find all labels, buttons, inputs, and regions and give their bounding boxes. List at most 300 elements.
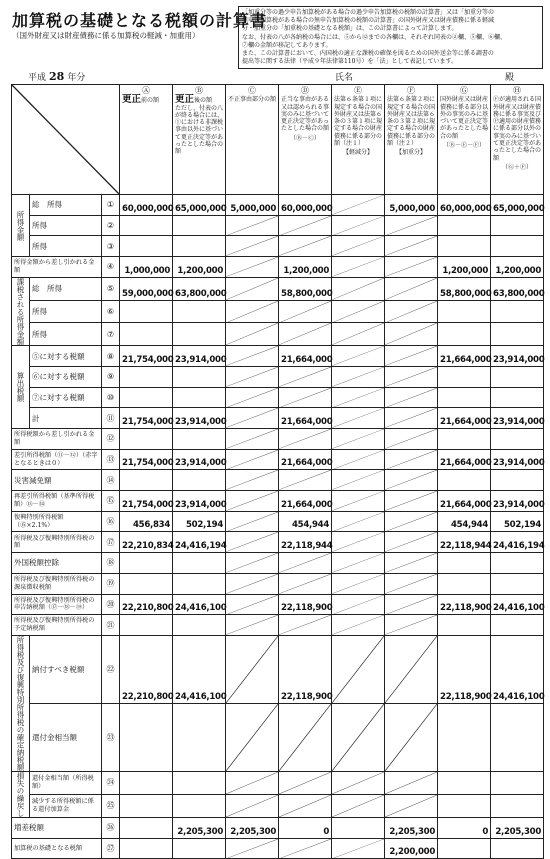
amount-cell[interactable]	[226, 346, 279, 367]
table-row	[12, 408, 544, 429]
diagonal-line	[226, 367, 278, 387]
row-number: ⑭	[102, 470, 120, 491]
amount-cell[interactable]	[226, 215, 279, 236]
amount-cell[interactable]	[385, 635, 438, 703]
row-number: ⑮	[102, 491, 120, 512]
table-row	[12, 429, 544, 450]
section-label: 所得金額	[12, 195, 30, 257]
amount-cell[interactable]: 24,416,194	[173, 532, 226, 553]
amount-cell[interactable]	[279, 236, 332, 257]
diagonal-line	[279, 839, 331, 859]
amount-cell[interactable]: 21,664,000	[438, 491, 491, 512]
amount-cell[interactable]	[226, 257, 279, 278]
diagonal-line	[226, 574, 278, 594]
amount-cell[interactable]	[173, 215, 226, 236]
diagonal-line	[332, 491, 384, 511]
amount-cell[interactable]	[385, 449, 438, 470]
column-formula: （Ⓖ＋Ⓕ）	[502, 163, 533, 171]
column-header	[491, 85, 544, 195]
amount-cell[interactable]: 22,118,900	[438, 635, 491, 703]
amount-cell[interactable]	[226, 300, 279, 323]
amount-cell[interactable]	[385, 215, 438, 236]
amount-cell[interactable]	[385, 470, 438, 491]
diagonal-line	[332, 236, 384, 256]
amount-cell[interactable]	[279, 429, 332, 450]
year-value[interactable]: 28	[49, 70, 65, 83]
amount-cell[interactable]	[226, 771, 279, 794]
row-number: ㉒	[102, 635, 120, 703]
amount-cell[interactable]	[120, 703, 173, 771]
amount-cell[interactable]	[385, 794, 438, 817]
table-row	[12, 277, 544, 300]
amount-cell[interactable]	[491, 703, 544, 771]
amount-cell[interactable]	[173, 553, 226, 574]
amount-cell[interactable]	[120, 573, 173, 594]
amount-cell[interactable]	[226, 511, 279, 532]
amount-cell[interactable]: 502,194	[491, 511, 544, 532]
diagonal-line	[385, 429, 437, 449]
amount-cell[interactable]	[491, 470, 544, 491]
amount-cell[interactable]	[173, 429, 226, 450]
amount-cell[interactable]	[226, 366, 279, 387]
amount-cell[interactable]	[332, 366, 385, 387]
amount-cell[interactable]	[491, 838, 544, 859]
amount-cell[interactable]: 21,664,000	[438, 408, 491, 429]
column-desc: 正当な事由がある又は認められる事実のみに基づいて更正決定等があったとした場合の額	[281, 96, 330, 133]
amount-cell[interactable]	[332, 615, 385, 636]
row-number: ④	[102, 257, 120, 278]
amount-cell[interactable]	[332, 573, 385, 594]
column-header	[332, 85, 385, 195]
amount-cell[interactable]	[173, 470, 226, 491]
amount-cell[interactable]	[385, 615, 438, 636]
amount-cell[interactable]	[226, 594, 279, 615]
amount-cell[interactable]	[226, 429, 279, 450]
amount-cell[interactable]	[385, 277, 438, 300]
amount-cell[interactable]	[438, 429, 491, 450]
amount-cell[interactable]	[226, 323, 279, 346]
amount-cell[interactable]	[120, 323, 173, 346]
amount-cell[interactable]	[491, 387, 544, 408]
amount-cell[interactable]	[173, 300, 226, 323]
amount-cell[interactable]: 22,210,800	[120, 594, 173, 615]
amount-cell[interactable]	[226, 532, 279, 553]
amount-cell[interactable]	[120, 300, 173, 323]
amount-cell[interactable]	[120, 387, 173, 408]
table-row	[12, 366, 544, 387]
diagonal-line	[226, 491, 278, 511]
diagonal-line	[332, 470, 384, 490]
amount-cell[interactable]	[491, 615, 544, 636]
amount-cell[interactable]	[226, 449, 279, 470]
diagonal-line	[385, 278, 437, 300]
amount-cell[interactable]: 22,118,944	[279, 532, 332, 553]
diagonal-line	[226, 301, 278, 323]
amount-cell[interactable]	[226, 387, 279, 408]
year-prefix: 平成	[28, 73, 47, 83]
amount-cell[interactable]: 58,800,000	[279, 277, 332, 300]
column-mark: Ⓐ	[142, 86, 151, 95]
diagonal-line	[279, 772, 331, 794]
amount-cell[interactable]	[173, 615, 226, 636]
amount-cell[interactable]	[385, 511, 438, 532]
amount-cell[interactable]: 5,000,000	[385, 195, 438, 216]
diagonal-line	[226, 257, 278, 277]
amount-cell[interactable]	[385, 532, 438, 553]
amount-cell[interactable]	[491, 573, 544, 594]
amount-cell[interactable]: 21,664,000	[438, 449, 491, 470]
amount-cell[interactable]	[491, 366, 544, 387]
amount-cell[interactable]: 22,210,834	[120, 532, 173, 553]
diagonal-line	[332, 450, 384, 470]
amount-cell[interactable]	[279, 838, 332, 859]
row-label: 所得	[30, 300, 102, 323]
amount-cell[interactable]: 454,944	[438, 511, 491, 532]
amount-cell[interactable]	[332, 794, 385, 817]
page-subtitle: （国外財産又は財産債務に係る加算税の軽減・加重用）	[12, 31, 200, 40]
amount-cell[interactable]: 21,664,000	[438, 346, 491, 367]
amount-cell[interactable]: 456,834	[120, 511, 173, 532]
amount-cell[interactable]	[279, 323, 332, 346]
amount-cell[interactable]	[385, 408, 438, 429]
amount-cell[interactable]: 21,664,000	[279, 491, 332, 512]
honorific: 殿	[505, 73, 515, 83]
column-formula: （Ⓑ－Ⓒ）	[290, 134, 321, 142]
amount-cell[interactable]	[438, 215, 491, 236]
amount-cell[interactable]	[385, 366, 438, 387]
diagonal-line	[279, 323, 331, 345]
amount-cell[interactable]: 2,205,300	[491, 817, 544, 838]
diagonal-line	[226, 216, 278, 236]
amount-cell[interactable]	[332, 838, 385, 859]
amount-cell[interactable]	[173, 794, 226, 817]
amount-cell[interactable]	[279, 794, 332, 817]
amount-cell[interactable]: 5,000,000	[226, 195, 279, 216]
amount-cell[interactable]	[332, 470, 385, 491]
amount-cell[interactable]	[173, 366, 226, 387]
amount-cell[interactable]	[438, 838, 491, 859]
diagonal-line	[385, 512, 437, 532]
amount-cell[interactable]: 21,754,000	[120, 346, 173, 367]
row-number: ⑪	[102, 408, 120, 429]
amount-cell[interactable]	[491, 236, 544, 257]
amount-cell[interactable]	[385, 387, 438, 408]
name-label-text: 氏名	[335, 73, 354, 83]
amount-cell[interactable]	[491, 300, 544, 323]
amount-cell[interactable]	[438, 323, 491, 346]
amount-cell[interactable]	[120, 215, 173, 236]
diagonal-line	[226, 704, 278, 771]
amount-cell[interactable]: 23,914,000	[491, 408, 544, 429]
amount-cell[interactable]: 21,754,000	[120, 449, 173, 470]
amount-cell[interactable]	[226, 470, 279, 491]
amount-cell[interactable]: 22,118,900	[279, 635, 332, 703]
amount-cell[interactable]	[438, 387, 491, 408]
amount-cell[interactable]	[120, 615, 173, 636]
amount-cell[interactable]	[385, 594, 438, 615]
column-head-sub: 後の額	[194, 97, 213, 105]
amount-cell[interactable]	[438, 470, 491, 491]
amount-cell[interactable]	[385, 236, 438, 257]
amount-cell[interactable]: 1,200,000	[438, 257, 491, 278]
amount-cell[interactable]	[226, 794, 279, 817]
amount-cell[interactable]	[491, 323, 544, 346]
amount-cell[interactable]: 22,118,900	[279, 594, 332, 615]
diagonal-line	[385, 553, 437, 573]
amount-cell[interactable]: 1,200,000	[173, 257, 226, 278]
amount-cell[interactable]: 24,416,100	[173, 594, 226, 615]
amount-cell[interactable]	[332, 300, 385, 323]
diagonal-line	[385, 795, 437, 817]
amount-cell[interactable]	[332, 257, 385, 278]
diagonal-line	[226, 615, 278, 635]
amount-cell[interactable]	[279, 470, 332, 491]
amount-cell[interactable]	[385, 573, 438, 594]
table-row	[12, 511, 544, 532]
row-label: 所得税額から差し引かれる金額	[12, 429, 102, 450]
row-number: ⑤	[102, 277, 120, 300]
diagonal-line	[385, 704, 437, 771]
amount-cell[interactable]	[385, 323, 438, 346]
amount-cell[interactable]	[173, 323, 226, 346]
amount-cell[interactable]	[226, 553, 279, 574]
amount-cell[interactable]	[332, 635, 385, 703]
amount-cell[interactable]: 454,944	[279, 511, 332, 532]
note-line: 「加重分等の過少申告加算税がある場合の過少申告加算税の税額の計算書」又は「加重分等の	[242, 9, 495, 16]
amount-cell[interactable]: 60,000,000	[120, 195, 173, 216]
column-desc: 国外財産又は財産債務に係る部分以外の事実のみに基づいて更正決定等があったとした場合の額	[440, 96, 489, 140]
amount-cell[interactable]: 22,118,900	[438, 594, 491, 615]
amount-cell[interactable]: 58,800,000	[438, 277, 491, 300]
note-line: 分・加重分の「加重税の基礎となる税額」は、この計算書によって計算します。	[242, 25, 458, 33]
amount-cell[interactable]	[120, 553, 173, 574]
table-row	[12, 817, 544, 838]
amount-cell[interactable]: 22,210,800	[120, 635, 173, 703]
amount-cell[interactable]	[279, 366, 332, 387]
amount-cell[interactable]	[279, 215, 332, 236]
amount-cell[interactable]	[385, 429, 438, 450]
amount-cell[interactable]	[332, 277, 385, 300]
amount-cell[interactable]	[173, 236, 226, 257]
amount-cell[interactable]	[279, 573, 332, 594]
row-number: ㉓	[102, 703, 120, 771]
column-header	[173, 85, 226, 195]
amount-cell[interactable]	[120, 771, 173, 794]
diagonal-line	[226, 595, 278, 615]
amount-cell[interactable]	[438, 236, 491, 257]
amount-cell[interactable]: 21,754,000	[120, 491, 173, 512]
amount-cell[interactable]: 1,200,000	[491, 257, 544, 278]
row-label: 総 所得	[30, 277, 102, 300]
amount-cell[interactable]	[491, 771, 544, 794]
amount-cell[interactable]	[226, 635, 279, 703]
amount-cell[interactable]	[120, 236, 173, 257]
amount-cell[interactable]: 65,000,000	[491, 195, 544, 216]
amount-cell[interactable]	[279, 553, 332, 574]
amount-cell[interactable]: 21,664,000	[279, 449, 332, 470]
amount-cell[interactable]	[385, 703, 438, 771]
amount-cell[interactable]	[226, 277, 279, 300]
amount-cell[interactable]	[332, 771, 385, 794]
amount-cell[interactable]	[173, 573, 226, 594]
diagonal-line	[279, 553, 331, 573]
amount-cell[interactable]	[173, 771, 226, 794]
amount-cell[interactable]: 23,914,000	[173, 408, 226, 429]
amount-cell[interactable]	[491, 794, 544, 817]
amount-cell[interactable]	[226, 703, 279, 771]
amount-cell[interactable]	[226, 408, 279, 429]
amount-cell[interactable]	[438, 573, 491, 594]
amount-cell[interactable]: 24,416,100	[491, 594, 544, 615]
amount-cell[interactable]	[279, 703, 332, 771]
amount-cell[interactable]	[332, 817, 385, 838]
amount-cell[interactable]	[279, 615, 332, 636]
amount-cell[interactable]	[438, 703, 491, 771]
amount-cell[interactable]: 21,664,000	[279, 346, 332, 367]
amount-cell[interactable]	[120, 794, 173, 817]
amount-cell[interactable]	[332, 511, 385, 532]
amount-cell[interactable]	[332, 387, 385, 408]
amount-cell[interactable]	[120, 838, 173, 859]
amount-cell[interactable]: 2,205,300	[226, 817, 279, 838]
amount-cell[interactable]: 1,200,000	[279, 257, 332, 278]
amount-cell[interactable]: 22,118,944	[438, 532, 491, 553]
amount-cell[interactable]	[332, 594, 385, 615]
amount-cell[interactable]: 21,754,000	[120, 408, 173, 429]
column-header	[279, 85, 332, 195]
amount-cell[interactable]: 60,000,000	[438, 195, 491, 216]
diagonal-line	[332, 512, 384, 532]
amount-cell[interactable]	[173, 387, 226, 408]
column-desc: 不正事由部分の額	[228, 96, 277, 104]
amount-cell[interactable]	[332, 449, 385, 470]
amount-cell[interactable]	[279, 300, 332, 323]
amount-cell[interactable]: 60,000,000	[279, 195, 332, 216]
amount-cell[interactable]	[226, 236, 279, 257]
note-line: ⑦欄の金額が移記してあります。	[242, 41, 332, 49]
diagonal-line	[226, 429, 278, 449]
diagonal-line	[332, 553, 384, 573]
amount-cell[interactable]: 23,914,000	[491, 346, 544, 367]
amount-cell[interactable]: 2,205,300	[173, 817, 226, 838]
amount-cell[interactable]	[332, 408, 385, 429]
row-number: ⑧	[102, 346, 120, 367]
amount-cell[interactable]	[226, 573, 279, 594]
diagonal-line	[279, 236, 331, 256]
amount-cell[interactable]	[120, 366, 173, 387]
diagonal-line	[279, 429, 331, 449]
amount-cell[interactable]: 24,416,100	[173, 635, 226, 703]
diagonal-line	[226, 388, 278, 408]
diagonal-line	[332, 367, 384, 387]
amount-cell[interactable]	[332, 553, 385, 574]
table-row	[12, 470, 544, 491]
diagonal-line	[332, 195, 384, 215]
amount-cell[interactable]: 21,664,000	[279, 408, 332, 429]
amount-cell[interactable]	[385, 257, 438, 278]
amount-cell[interactable]	[332, 323, 385, 346]
amount-cell[interactable]	[226, 615, 279, 636]
amount-cell[interactable]	[491, 429, 544, 450]
amount-cell[interactable]	[385, 346, 438, 367]
amount-cell[interactable]: 59,000,000	[120, 277, 173, 300]
amount-cell[interactable]	[332, 215, 385, 236]
diagonal-line	[332, 615, 384, 635]
amount-cell[interactable]	[226, 491, 279, 512]
amount-cell[interactable]	[332, 236, 385, 257]
diagonal-line	[332, 388, 384, 408]
amount-cell[interactable]	[385, 491, 438, 512]
diagonal-line	[385, 257, 437, 277]
table-row	[12, 594, 544, 615]
amount-cell[interactable]	[491, 553, 544, 574]
amount-cell[interactable]	[438, 300, 491, 323]
amount-cell[interactable]	[120, 429, 173, 450]
amount-cell[interactable]	[226, 838, 279, 859]
amount-cell[interactable]: 23,914,000	[173, 491, 226, 512]
amount-cell[interactable]: 23,914,000	[173, 449, 226, 470]
amount-cell[interactable]	[491, 215, 544, 236]
row-label: 災害減免額	[12, 470, 102, 491]
amount-cell[interactable]	[385, 553, 438, 574]
amount-cell[interactable]: 63,800,000	[491, 277, 544, 300]
amount-cell[interactable]	[385, 771, 438, 794]
amount-cell[interactable]: 24,416,100	[491, 635, 544, 703]
amount-cell[interactable]	[332, 703, 385, 771]
amount-cell[interactable]	[438, 771, 491, 794]
row-label: 差引所得税額（⑪－⑫）（赤字となるときは０）	[12, 449, 102, 470]
column-header	[438, 85, 491, 195]
amount-cell[interactable]: 24,416,194	[491, 532, 544, 553]
amount-cell[interactable]: 2,200,000	[385, 838, 438, 859]
amount-cell[interactable]	[332, 429, 385, 450]
amount-cell[interactable]: 1,000,000	[120, 257, 173, 278]
amount-cell[interactable]: 23,914,000	[491, 491, 544, 512]
amount-cell[interactable]: 0	[279, 817, 332, 838]
amount-cell[interactable]	[279, 771, 332, 794]
amount-cell[interactable]	[332, 346, 385, 367]
amount-cell[interactable]	[438, 615, 491, 636]
amount-cell[interactable]: 23,914,000	[491, 449, 544, 470]
amount-cell[interactable]	[438, 794, 491, 817]
amount-cell[interactable]	[279, 387, 332, 408]
diagonal-line	[226, 323, 278, 345]
amount-cell[interactable]: 65,000,000	[173, 195, 226, 216]
amount-cell[interactable]: 63,800,000	[173, 277, 226, 300]
amount-cell[interactable]	[120, 470, 173, 491]
amount-cell[interactable]	[438, 553, 491, 574]
amount-cell[interactable]	[332, 195, 385, 216]
diagonal-line	[332, 839, 384, 859]
amount-cell[interactable]	[385, 300, 438, 323]
row-label: ⑥に対する税額	[30, 366, 102, 387]
amount-cell[interactable]: 502,194	[173, 511, 226, 532]
diagonal-line	[385, 236, 437, 256]
amount-cell[interactable]: 2,205,300	[385, 817, 438, 838]
section-label: 算出税額	[12, 346, 30, 429]
amount-cell[interactable]: 0	[438, 817, 491, 838]
note-line: また、この計算書において、内国税の適正な課税の確保を図るための国外送金等に係る調書の	[242, 50, 494, 58]
amount-cell[interactable]	[332, 532, 385, 553]
amount-cell[interactable]	[173, 703, 226, 771]
amount-cell[interactable]	[120, 817, 173, 838]
column-head-sub: 前の額	[141, 97, 160, 105]
amount-cell[interactable]	[332, 491, 385, 512]
amount-cell[interactable]	[438, 366, 491, 387]
amount-cell[interactable]: 23,914,000	[173, 346, 226, 367]
column-desc: ただし、付表の八が終る場合には、①における非課税事由以外に基づいて更正決定等があったとした場合の額	[175, 104, 224, 156]
amount-cell[interactable]	[173, 838, 226, 859]
